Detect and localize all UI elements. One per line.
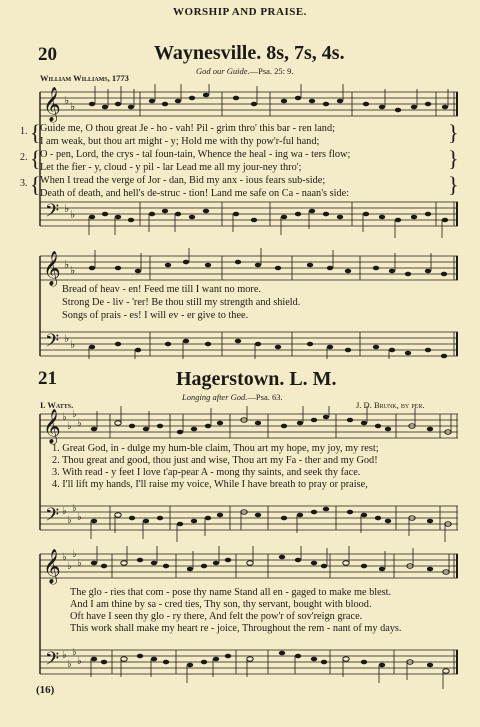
svg-text:♭: ♭ <box>70 101 76 113</box>
svg-text:𝄞: 𝄞 <box>43 87 61 122</box>
svg-text:♭: ♭ <box>70 265 76 277</box>
svg-text:♭: ♭ <box>72 409 77 420</box>
svg-text:𝄞: 𝄞 <box>43 409 61 444</box>
svg-text:♭: ♭ <box>62 552 67 563</box>
brace-left-2: { <box>30 146 41 171</box>
svg-text:♭: ♭ <box>64 333 70 345</box>
hymn-21-lyric-6: And I am thine by sa - cred ties, Thy son, thy servant, bought with blood. <box>70 599 372 610</box>
hymn-20-refrain-2: Strong De - liv - 'rer! Be thou still my strength and shield. <box>62 297 301 308</box>
brace-left-3: { <box>30 172 41 197</box>
svg-text:♭: ♭ <box>67 515 72 526</box>
hymn-20-number: 20 <box>38 44 57 65</box>
brace-right-2: } <box>448 146 459 171</box>
svg-text:♭: ♭ <box>77 558 82 569</box>
page-number: (16) <box>36 684 55 696</box>
svg-text:♭: ♭ <box>67 561 72 572</box>
brace-left-1: { <box>30 120 41 145</box>
hymn-21-lyric-7: Oft have I seen thy glo - ry there, And felt the pow'r of sov'reign grace. <box>70 611 363 622</box>
hymn-21-composer: J. D. Brunk, by per. <box>356 400 425 410</box>
hymn-21-author: I. Watts. <box>40 400 74 410</box>
svg-text:♭: ♭ <box>77 656 82 667</box>
hymn-21-scripture: —Psa. 63. <box>247 392 283 402</box>
svg-text:𝄢: 𝄢 <box>45 331 60 356</box>
brace-right-1: } <box>448 120 459 145</box>
svg-text:♭: ♭ <box>72 549 77 560</box>
verse-number-3: 3. <box>20 178 28 189</box>
hymn-21-number: 21 <box>38 368 57 389</box>
svg-text:♭: ♭ <box>62 650 67 661</box>
svg-text:♭: ♭ <box>72 647 77 658</box>
hymn-21-lyric-2: 2. Thou great and good, thou just and wise, Thou art my Fa - ther and my God! <box>52 455 378 466</box>
svg-text:♭: ♭ <box>64 203 70 215</box>
hymn-20-lyric-2b: Let the fier - y, cloud - y pil - lar Lead me all my jour-ney thro'; <box>40 162 302 173</box>
verse-number-1: 1. <box>20 126 28 137</box>
hymn-20-title: Waynesville. 8s, 7s, 4s. <box>154 42 345 64</box>
hymn-20-subtitle-wrap <box>196 66 294 76</box>
svg-text:♭: ♭ <box>64 95 70 107</box>
hymn-20-refrain-1: Bread of heav - en! Feed me till I want no more. <box>62 284 262 295</box>
hymn-20-lyric-3a: When I tread the verge of Jor - dan, Bid my anx - ious fears sub-side; <box>40 175 326 186</box>
svg-text:♭: ♭ <box>67 659 72 670</box>
svg-text:𝄢: 𝄢 <box>45 649 60 674</box>
hymn-21-lyric-8: This work shall make my heart re - joice, Throughout the rem - nant of my days. <box>70 623 402 634</box>
svg-text:♭: ♭ <box>62 506 67 517</box>
svg-text:𝄞: 𝄞 <box>43 251 61 286</box>
svg-text:♭: ♭ <box>72 503 77 514</box>
hymn-21-subtitle-wrap <box>182 392 283 402</box>
svg-text:♭: ♭ <box>62 412 67 423</box>
hymn-21-title: Hagerstown. L. M. <box>176 368 337 390</box>
brace-right-3: } <box>448 172 459 197</box>
svg-text:𝄢: 𝄢 <box>45 201 60 226</box>
hymn-21-lyric-4: 4. I'll lift my hands, I'll raise my voice, While I have breath to pray or praise, <box>52 479 368 490</box>
svg-text:♭: ♭ <box>70 339 76 351</box>
hymn-20-subtitle: God our Guide. <box>196 66 250 76</box>
hymn-20-refrain-3: Songs of prais - es! I will ev - er give to thee. <box>62 310 249 321</box>
svg-text:♭: ♭ <box>64 259 70 271</box>
svg-text:♭: ♭ <box>77 512 82 523</box>
hymn-20-system-1-notation <box>0 84 480 264</box>
hymn-20-lyric-1a: Guide me, O thou great Je - ho - vah! Pil - grim thro' this bar - ren land; <box>40 123 335 134</box>
hymn-20-lyric-3b: Death of death, and hell's de-struc - tion! Land me safe on Ca - naan's side: <box>40 188 350 199</box>
hymn-20-author: William Williams, 1773 <box>40 73 129 83</box>
hymn-21-subtitle: Longing after God. <box>182 392 248 402</box>
svg-text:𝄢: 𝄢 <box>45 505 60 530</box>
verse-number-2: 2. <box>20 152 28 163</box>
hymn-21-lyric-5: The glo - ries that com - pose thy name Stand all en - gaged to make me blest. <box>70 587 392 598</box>
svg-text:♭: ♭ <box>70 209 76 221</box>
hymn-20-scripture: —Psa. 25: 9. <box>249 66 294 76</box>
svg-text:𝄞: 𝄞 <box>43 549 61 584</box>
hymn-21-lyric-3: 3. With read - y feet I love t'ap-pear A - mong thy saints, and seek thy face. <box>52 467 361 478</box>
hymn-20-lyric-1b: I am weak, but thou art might - y; Hold me with thy pow'r-ful hand; <box>40 136 320 147</box>
svg-text:♭: ♭ <box>77 418 82 429</box>
page-header: WORSHIP AND PRAISE. <box>173 6 307 18</box>
hymn-21-lyric-1: 1. Great God, in - dulge my hum-ble claim, Thou art my hope, my joy, my rest; <box>52 443 379 454</box>
hymn-20-lyric-2a: O - pen, Lord, the crys - tal foun-tain, Whence the heal - ing wa - ters flow; <box>40 149 351 160</box>
svg-text:♭: ♭ <box>67 421 72 432</box>
